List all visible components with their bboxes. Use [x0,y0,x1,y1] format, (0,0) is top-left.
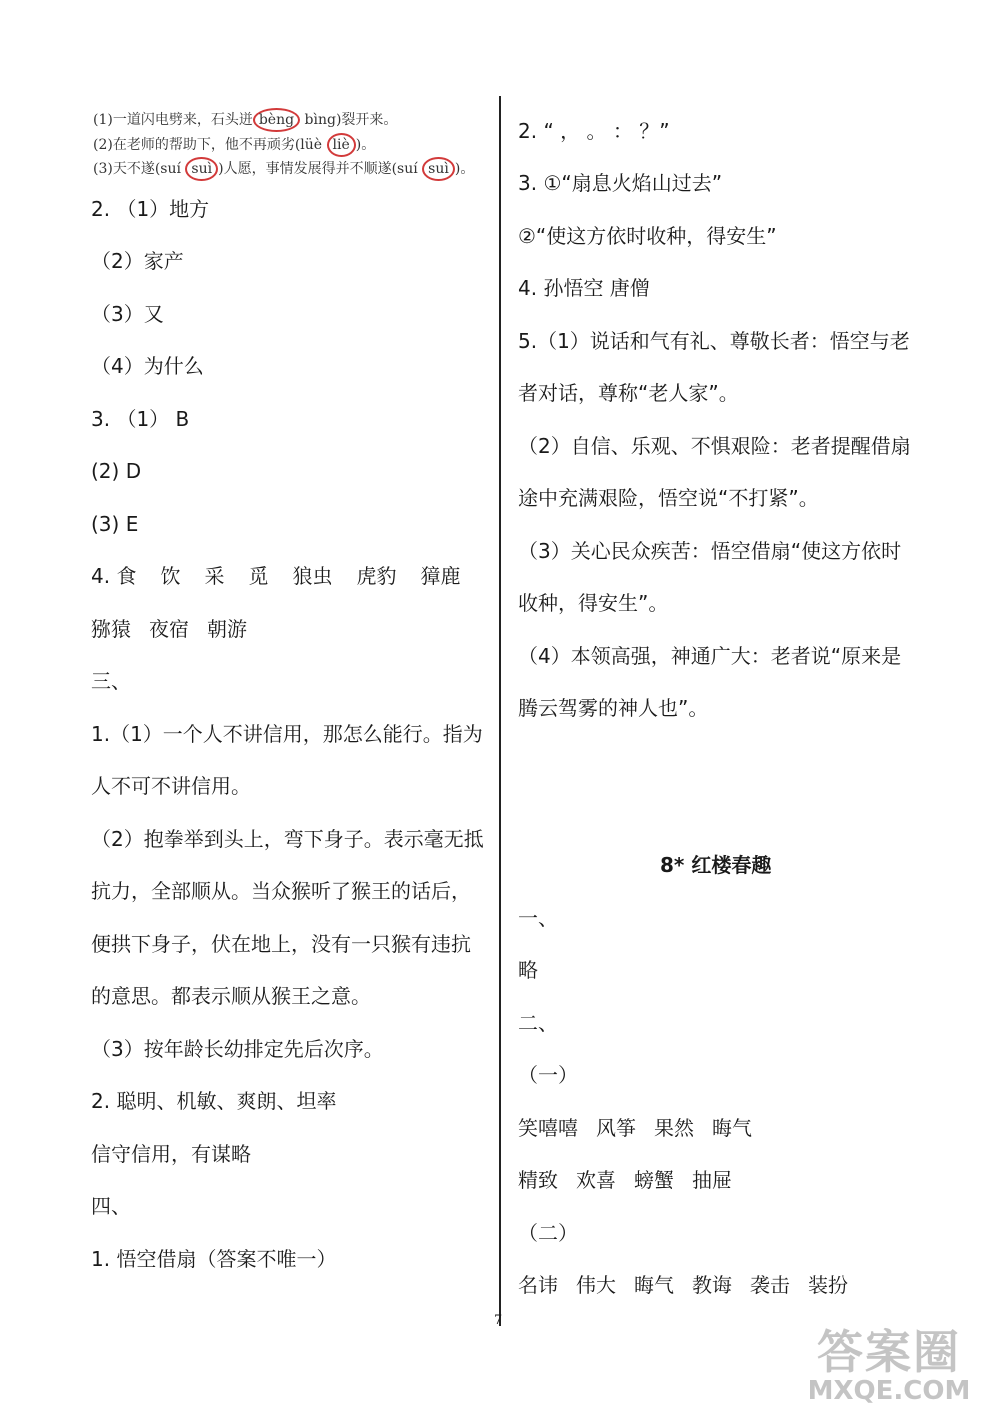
answer-line: 1. 悟空借扇（答案不唯一） [91,1247,337,1271]
answer-line: 5.（1）说话和气有礼、尊敬长者：悟空与老 [518,329,910,353]
word-list: 精致 欢喜 螃蟹 抽屉 [518,1168,732,1192]
answer-line: 2. （1）地方 [91,197,210,221]
answer-line: （2）家产 [91,249,184,273]
circled-answer: liè [327,133,356,157]
column-divider [499,96,501,1326]
answer-line: 腾云驾雾的神人也”。 [518,696,709,720]
section-heading: 二、 [518,1011,558,1035]
answer-line: 途中充满艰险，悟空说“不打紧”。 [518,486,819,510]
answer-line: 抗力，全部顺从。当众猴听了猴王的话后， [91,879,471,903]
answer-line: 2. 聪明、机敏、爽朗、坦率 [91,1089,337,1113]
word-list: 猕猿 夜宿 朝游 [91,617,247,641]
answer-line: (2) D [91,459,142,483]
word-list: 名讳 伟大 晦气 教诲 袭击 装扮 [518,1273,848,1297]
answer-line: 1.（1）一个人不讲信用，那怎么能行。指为 [91,722,483,746]
answer-line: （3）按年龄长幼排定先后次序。 [91,1037,384,1061]
answer-line: 略 [518,958,538,982]
answer-line: （3）关心民众疾苦：悟空借扇“使这方依时 [518,539,902,563]
answer-line: ②“使这方依时收种，得安生” [518,224,777,248]
answer-line: 人不可不讲信用。 [91,774,251,798]
page-number: 7 [494,1313,503,1328]
answer-line: （3）又 [91,302,164,326]
answer-line: 3. （1） B [91,407,190,431]
word-list: 4. 食 饮 采 觅 狼虫 虎豹 獐鹿 [91,564,461,588]
sub-heading: （二） [518,1221,578,1245]
answer-line: (3) E [91,512,139,536]
answer-line: 4. 孙悟空 唐僧 [518,276,650,300]
answer-line: 者对话，尊称“老人家”。 [518,381,739,405]
lesson-title: 8* 红楼春趣 [660,853,772,877]
circled-answer: suì [422,157,455,181]
answer-line: （4）本领高强，神通广大：老者说“原来是 [518,644,902,668]
section-heading: 四、 [91,1194,131,1218]
answer-line: （2）抱拳举到头上，弯下身子。表示毫无抵 [91,827,484,851]
answer-line: 收种，得安生”。 [518,591,669,615]
word-list: 笑嘻嘻 风筝 果然 晦气 [518,1116,752,1140]
answer-line: 信守信用，有谋略 [91,1142,251,1166]
circled-answer: suì [185,157,218,181]
answer-line: （2）自信、乐观、不惧艰险：老者提醒借扇 [518,434,911,458]
answer-line: 便拱下身子，伏在地上，没有一只猴有违抗 [91,932,471,956]
watermark-url: MXQE.COM [807,1376,971,1406]
pinyin-line-1: (1)一道闪电劈来，石头迸 bèng bìng)裂开来。 [93,108,397,132]
sub-heading: （一） [518,1063,578,1087]
pinyin-line-2: (2)在老师的帮助下，他不再顽劣(lüè liè )。 [93,133,375,157]
circled-answer: bèng [253,108,300,132]
watermark-logo: 答案圈 [817,1325,961,1379]
answer-line: 的意思。都表示顺从猴王之意。 [91,984,371,1008]
answer-line: 2. “ ， 。 ： ？” [518,119,670,143]
pinyin-line-3: (3)天不遂(suí suì )人愿，事情发展得并不顺遂(suí suì )。 [93,157,474,181]
section-heading: 一、 [518,906,558,930]
watermark [794,1316,984,1406]
section-heading: 三、 [91,669,131,693]
answer-line: （4）为什么 [91,354,204,378]
answer-line: 3. ①“扇息火焰山过去” [518,171,723,195]
